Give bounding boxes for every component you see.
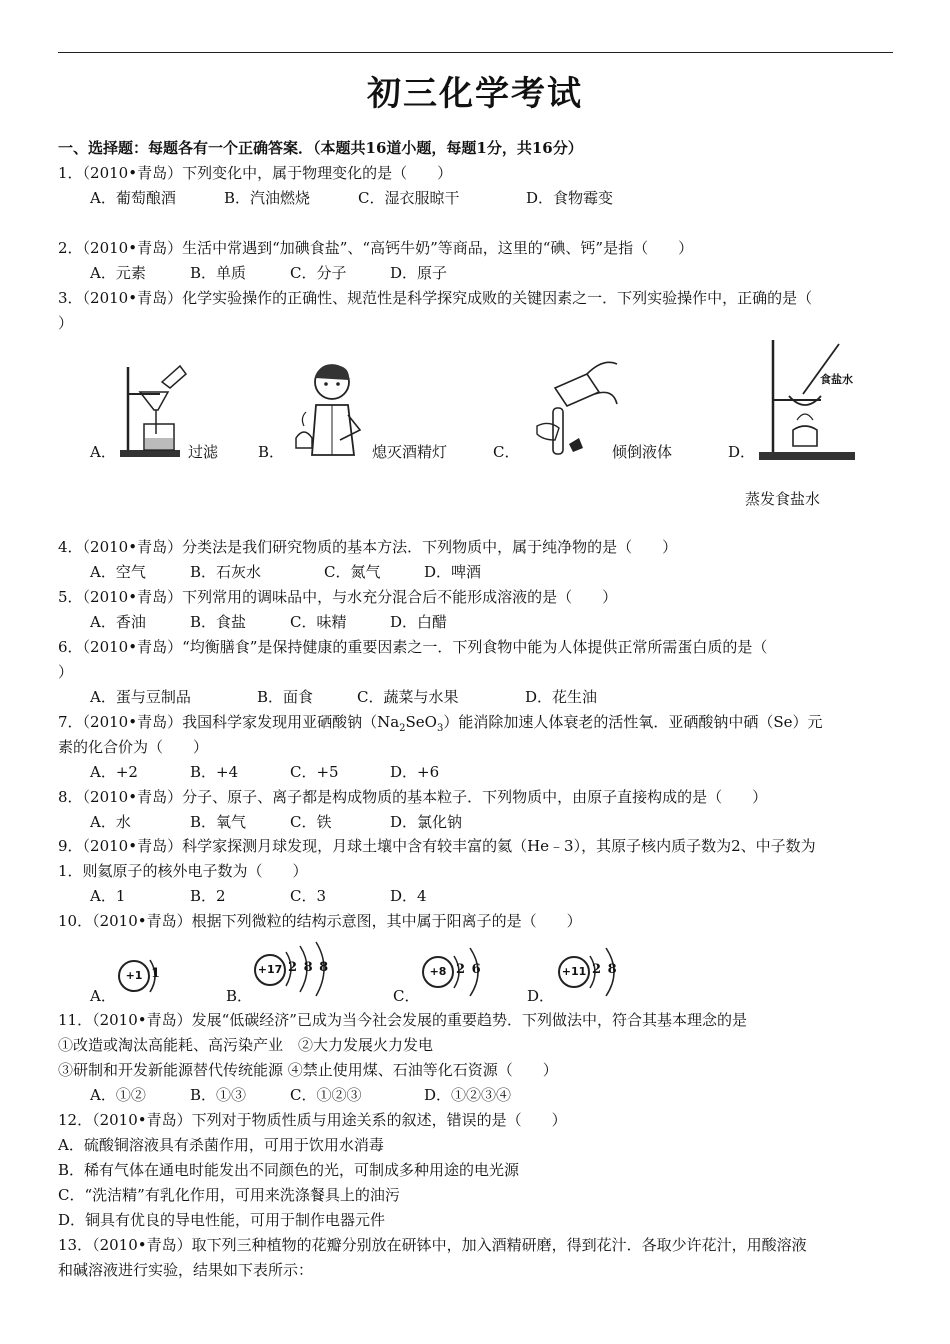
question-11-line3: ③研制和开发新能源替代传统能源 ④禁止使用煤、石油等化石资源（ ） bbox=[58, 1061, 558, 1079]
option-d: D．4 bbox=[390, 887, 427, 905]
shell-electrons: 2 8 8 bbox=[288, 960, 330, 975]
option-c-letter: C． bbox=[393, 987, 420, 1005]
filtration-apparatus-figure bbox=[118, 352, 188, 462]
option-b: B．面食 bbox=[257, 688, 314, 706]
option-a: A．+2 bbox=[90, 763, 138, 781]
question-9-options bbox=[90, 886, 427, 906]
shell-electrons: 1 bbox=[151, 966, 161, 981]
shell-electrons: 2 6 bbox=[456, 962, 482, 977]
question-7-stem: 7．（2010•青岛）我国科学家发现用亚硒酸钠$(Na_2SeO_3)$能消除加速人体衰老的活性氧．亚硒酸钠中硒（Se）元 bbox=[58, 713, 823, 734]
question-3-stem-cont: ） bbox=[58, 314, 74, 332]
option-a: A．蛋与豆制品 bbox=[90, 688, 191, 706]
option-a: A．1 bbox=[90, 887, 126, 905]
option-b: B．+4 bbox=[190, 763, 239, 781]
option-a-letter: A． bbox=[90, 443, 116, 461]
option-d: D．白醋 bbox=[390, 613, 448, 631]
option-a: A．葡萄酿酒 bbox=[90, 189, 176, 207]
pouring-liquid-figure bbox=[525, 348, 620, 458]
option-d: D．原子 bbox=[390, 264, 448, 282]
question-2-stem: 2．（2010•青岛）生活中常遇到“加碘食盐”、“高钙牛奶”等商品，这里的“碘、钙”是指（ ） bbox=[58, 239, 694, 257]
evaporation-apparatus-figure bbox=[755, 336, 860, 464]
option-a: A．元素 bbox=[90, 264, 146, 282]
question-12-option-b: B．稀有气体在通电时能发出不同颜色的光，可制成多种用途的电光源 bbox=[58, 1161, 520, 1179]
option-b-letter: B． bbox=[258, 443, 285, 461]
shell-electrons: 2 8 bbox=[592, 962, 618, 977]
nucleus: +11 bbox=[558, 956, 590, 988]
question-6-stem: 6．（2010•青岛）“均衡膳食”是保持健康的重要因素之一．下列食物中能为人体提供正常所需蛋白质的是（ bbox=[58, 638, 768, 656]
option-d-letter: D． bbox=[527, 987, 555, 1005]
option-b: B．食盐 bbox=[190, 613, 247, 631]
option-a-caption: 过滤 bbox=[188, 443, 219, 461]
option-c: C．+5 bbox=[290, 763, 339, 781]
option-c: C．3 bbox=[290, 887, 327, 905]
option-d-caption: 蒸发食盐水 bbox=[745, 490, 821, 508]
option-d: D．+6 bbox=[390, 763, 440, 781]
page-title: 初三化学考试 bbox=[367, 74, 583, 114]
question-9-stem-cont: 1．则氦原子的核外电子数为（ ） bbox=[58, 862, 308, 880]
option-b: B．单质 bbox=[190, 264, 247, 282]
question-12-stem: 12．（2010•青岛）下列对于物质性质与用途关系的叙述，错误的是（ ） bbox=[58, 1111, 567, 1129]
option-c: C．蔬菜与水果 bbox=[357, 688, 459, 706]
option-b: B．①③ bbox=[190, 1086, 247, 1104]
question-12-option-d: D．铜具有优良的导电性能，可用于制作电器元件 bbox=[58, 1211, 386, 1229]
question-6-stem-cont: ） bbox=[58, 663, 74, 681]
option-a: A．香油 bbox=[90, 613, 146, 631]
option-d: D．①②③④ bbox=[424, 1086, 512, 1104]
option-a: A．①② bbox=[90, 1086, 146, 1104]
question-11-line2: ①改造或淘汰高能耗、高污染产业 ②大力发展火力发电 bbox=[58, 1036, 434, 1054]
option-d-letter: D． bbox=[728, 443, 756, 461]
option-b-letter: B． bbox=[226, 987, 253, 1005]
option-d: D．食物霉变 bbox=[526, 189, 614, 207]
question-13-stem: 13．（2010•青岛）取下列三种植物的花瓣分别放在研钵中，加入酒精研磨，得到花汁．各取少许花汁，用酸溶液 bbox=[58, 1236, 807, 1254]
question-11-stem: 11．（2010•青岛）发展“低碳经济”已成为当今社会发展的重要趋势．下列做法中，符合其基本理念的是 bbox=[58, 1011, 747, 1029]
option-c: C．分子 bbox=[290, 264, 347, 282]
option-d: D．花生油 bbox=[525, 688, 598, 706]
option-c: C．①②③ bbox=[290, 1086, 362, 1104]
atom-diagram-b bbox=[254, 940, 344, 998]
option-c: C．味精 bbox=[290, 613, 347, 631]
atom-diagram-d bbox=[558, 946, 628, 998]
nucleus: +1 bbox=[118, 960, 150, 992]
option-c: C．湿衣服晾干 bbox=[358, 189, 460, 207]
question-5-options bbox=[90, 612, 447, 632]
option-c-caption: 倾倒液体 bbox=[612, 443, 673, 461]
question-6-options bbox=[90, 687, 597, 707]
question-8-stem: 8．（2010•青岛）分子、原子、离子都是构成物质的基本粒子．下列物质中，由原子直接构成的是（ ） bbox=[58, 788, 768, 806]
question-12-option-a: A．硫酸铜溶液具有杀菌作用，可用于饮用水消毒 bbox=[58, 1136, 384, 1154]
question-9-stem: 9．（2010•青岛）科学家探测月球发现，月球土壤中含有较丰富的氦（He﹣3），其原子核内质子数为2、中子数为 bbox=[58, 837, 816, 855]
question-4-stem: 4．（2010•青岛）分类法是我们研究物质的基本方法．下列物质中，属于纯净物的是（ ） bbox=[58, 538, 678, 556]
question-5-stem: 5．（2010•青岛）下列常用的调味品中，与水充分混合后不能形成溶液的是（ ） bbox=[58, 588, 618, 606]
option-a: A．空气 bbox=[90, 563, 146, 581]
atom-diagram-a bbox=[118, 956, 178, 996]
atom-diagram-c bbox=[422, 946, 492, 998]
salt-water-label: 食盐水 bbox=[820, 373, 853, 386]
option-d: D．啤酒 bbox=[424, 563, 482, 581]
option-a-letter: A． bbox=[90, 987, 116, 1005]
option-c: C．铁 bbox=[290, 813, 332, 831]
option-b: B．石灰水 bbox=[190, 563, 262, 581]
boy-blowing-lamp-figure bbox=[290, 360, 370, 460]
option-b: B．氧气 bbox=[190, 813, 247, 831]
question-11-options bbox=[90, 1085, 511, 1105]
question-1-options bbox=[90, 188, 613, 208]
question-4-options bbox=[90, 562, 481, 582]
question-8-options bbox=[90, 812, 462, 832]
question-10-stem: 10．（2010•青岛）根据下列微粒的结构示意图，其中属于阳离子的是（ ） bbox=[58, 912, 582, 930]
option-b: B．2 bbox=[190, 887, 226, 905]
option-b: B．汽油燃烧 bbox=[224, 189, 311, 207]
question-2-options bbox=[90, 263, 447, 283]
question-3-stem: 3．（2010•青岛）化学实验操作的正确性、规范性是科学探究成败的关键因素之一．下列实验操作中，正确的是（ bbox=[58, 289, 813, 307]
option-b-caption: 熄灭酒精灯 bbox=[372, 443, 448, 461]
section-heading: 一、选择题：每题各有一个正确答案．（本题共16道小题，每题1分，共16分） bbox=[58, 139, 583, 157]
option-c-letter: C． bbox=[493, 443, 520, 461]
nucleus: +8 bbox=[422, 956, 454, 988]
question-7-stem-cont: 素的化合价为（ ） bbox=[58, 738, 209, 756]
option-d: D．氯化钠 bbox=[390, 813, 463, 831]
question-13-stem-cont: 和碱溶液进行实验，结果如下表所示： bbox=[58, 1261, 314, 1279]
top-rule bbox=[58, 52, 893, 53]
nucleus: +17 bbox=[254, 954, 286, 986]
question-1-stem: 1．（2010•青岛）下列变化中，属于物理变化的是（ ） bbox=[58, 164, 453, 182]
question-7-options bbox=[90, 762, 439, 782]
option-c: C．氮气 bbox=[324, 563, 381, 581]
question-12-option-c: C．“洗洁精”有乳化作用，可用来洗涤餐具上的油污 bbox=[58, 1186, 400, 1204]
option-a: A．水 bbox=[90, 813, 131, 831]
